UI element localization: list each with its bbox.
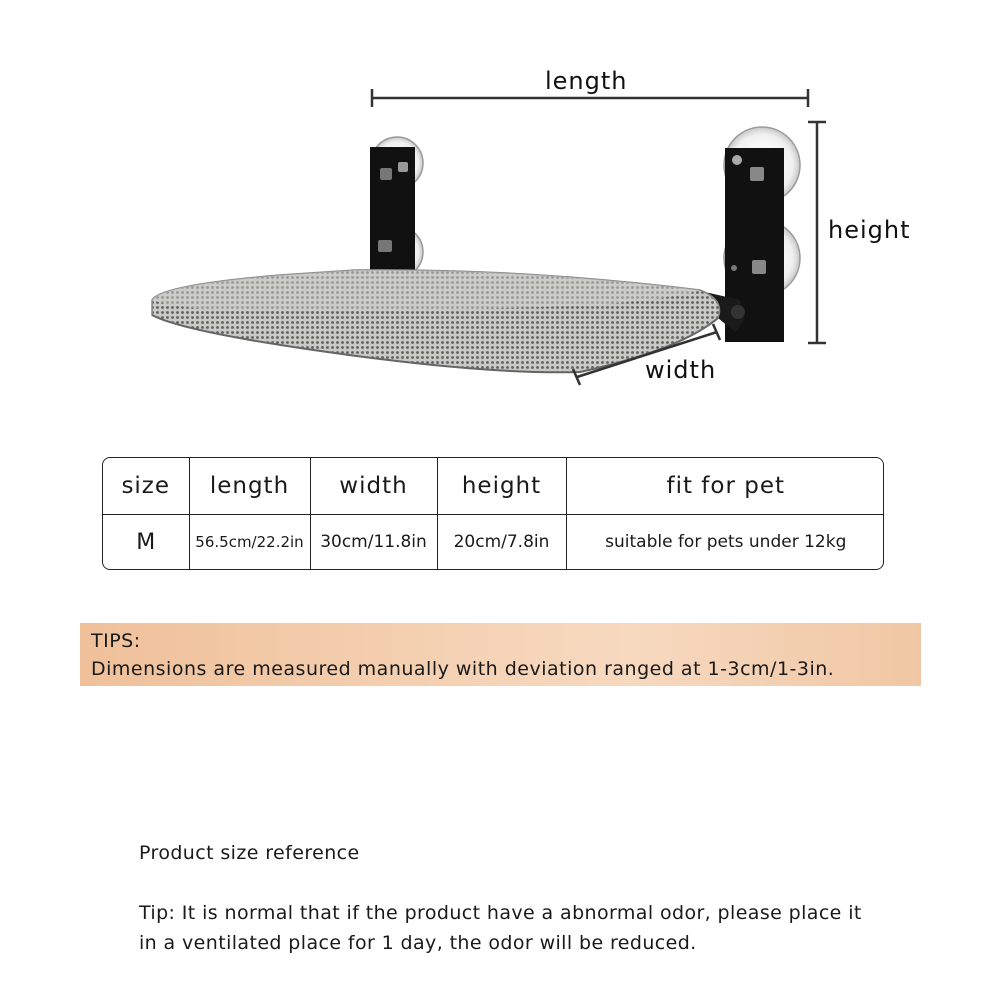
width-label: width xyxy=(645,356,717,384)
header-length: length xyxy=(189,458,310,515)
reference-title: Product size reference xyxy=(139,842,360,864)
table-row xyxy=(103,515,884,569)
cushion xyxy=(152,270,720,372)
left-bracket xyxy=(370,147,415,275)
length-label: length xyxy=(545,67,628,95)
window-perch-image xyxy=(0,0,1000,420)
odor-tip-line-1: Tip: It is normal that if the product have a abnormal odor, please place it xyxy=(139,902,862,924)
tips-banner xyxy=(80,623,921,686)
tips-title: TIPS: xyxy=(91,630,141,652)
height-label: height xyxy=(828,216,911,244)
header-height: height xyxy=(437,458,566,515)
height-dimension-line xyxy=(808,122,826,343)
size-table xyxy=(102,457,884,570)
cell-fit: suitable for pets under 12kg xyxy=(605,532,847,553)
cell-width: 30cm/11.8in xyxy=(310,515,437,569)
header-size: size xyxy=(103,458,189,515)
cell-length: 56.5cm/22.2in xyxy=(189,515,310,569)
cell-height: 20cm/7.8in xyxy=(437,515,566,569)
table-header-row xyxy=(103,458,884,515)
odor-tip-line-2: in a ventilated place for 1 day, the odor will be reduced. xyxy=(139,932,697,954)
tips-text: Dimensions are measured manually with deviation ranged at 1-3cm/1-3in. xyxy=(91,658,835,680)
product-figure xyxy=(0,0,1000,420)
header-width: width xyxy=(310,458,437,515)
cell-size: M xyxy=(103,515,189,569)
header-fit: fit for pet xyxy=(566,458,884,515)
